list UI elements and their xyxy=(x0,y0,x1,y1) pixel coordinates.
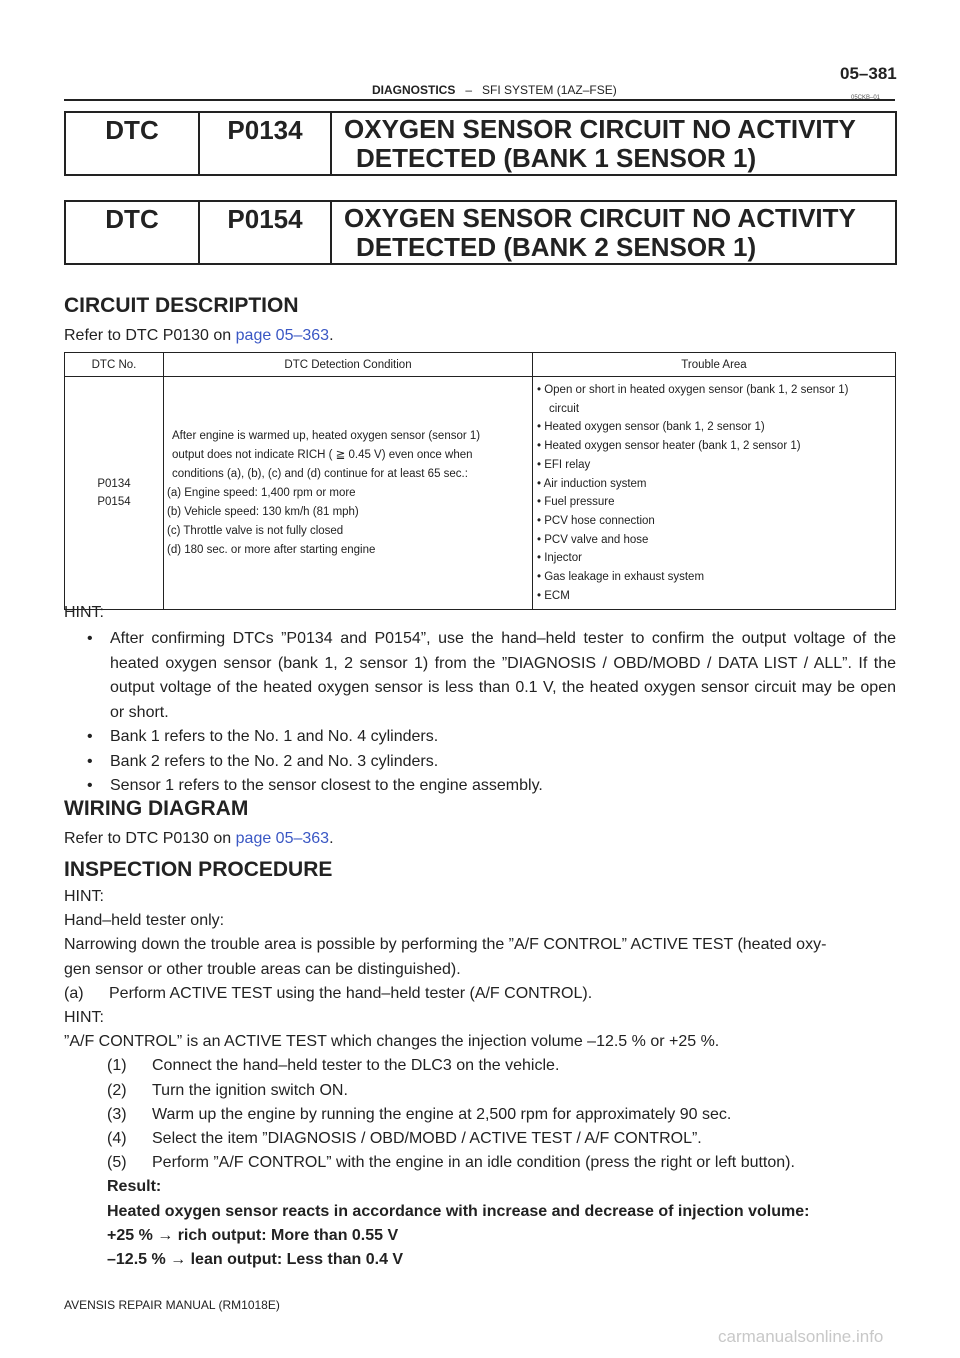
step-text: Perform ACTIVE TEST using the hand–held tester (A/F CONTROL). xyxy=(109,984,593,1002)
list-item xyxy=(64,750,896,775)
inspection-procedure-heading: INSPECTION PROCEDURE xyxy=(64,858,333,881)
step-number: (2) xyxy=(107,1081,127,1099)
header-subsection: SFI SYSTEM (1AZ–FSE) xyxy=(482,83,617,97)
table-header-row xyxy=(65,353,896,377)
hint-text: Bank 1 refers to the No. 1 and No. 4 cylinders. xyxy=(110,728,439,745)
dtc-no: P0154 xyxy=(97,496,131,509)
procedure-step xyxy=(64,1079,896,1103)
dtc-code: P0154 xyxy=(200,202,332,263)
bullet-icon: • xyxy=(87,777,93,794)
step-text: Perform ”A/F CONTROL” with the engine in an idle condition (press the right or left button). xyxy=(152,1154,795,1172)
circuit-description-ref xyxy=(64,327,334,345)
procedure-text: ”A/F CONTROL” is an ACTIVE TEST which changes the injection volume –12.5 % or +25 %. xyxy=(64,1033,720,1051)
procedure-step-a xyxy=(64,982,896,1006)
trouble-area-item: • Open or short in heated oxygen sensor (bank 1, 2 sensor 1) xyxy=(537,384,849,396)
step-text: Warm up the engine by running the engine at 2,500 rpm for approximately 90 sec. xyxy=(152,1105,732,1123)
ref-text: Refer to DTC P0130 on xyxy=(64,830,236,847)
page-number: 05–381 xyxy=(840,64,897,83)
procedure-text: Hand–held tester only: xyxy=(64,912,225,930)
trouble-area-item: • Heated oxygen sensor heater (bank 1, 2 sensor 1) xyxy=(537,440,801,453)
header-rule xyxy=(64,99,895,101)
step-label: (a) xyxy=(64,984,84,1002)
ref-period: . xyxy=(329,830,334,847)
result-label: Result: xyxy=(107,1178,162,1196)
dtc-title-box-p0134 xyxy=(64,111,897,176)
header-title xyxy=(372,83,617,97)
table-row xyxy=(65,377,896,610)
column-header-dtc-no: DTC No. xyxy=(65,353,164,377)
circuit-description-heading: CIRCUIT DESCRIPTION xyxy=(64,294,299,317)
trouble-area-cell xyxy=(533,377,896,610)
bullet-icon: • xyxy=(87,728,93,745)
column-header-trouble-area: Trouble Area xyxy=(533,353,896,377)
dtc-title-box-p0154 xyxy=(64,200,897,265)
condition-line: After engine is warmed up, heated oxygen sensor (sensor 1) xyxy=(172,429,481,442)
dtc-code: P0134 xyxy=(200,113,332,174)
footer-manual-title: AVENSIS REPAIR MANUAL (RM1018E) xyxy=(64,1298,280,1312)
trouble-area-item: • Fuel pressure xyxy=(537,496,615,509)
list-item xyxy=(64,774,896,799)
condition-line: (d) 180 sec. or more after starting engine xyxy=(167,543,376,556)
page-link[interactable]: page 05–363 xyxy=(235,830,330,847)
hint-list xyxy=(64,627,896,799)
dtc-table xyxy=(64,352,896,610)
dtc-title-line2: DETECTED (BANK 1 SENSOR 1) xyxy=(356,143,757,173)
hint-text: After confirming DTCs ”P0134 and P0154”, use the hand–held tester to confirm the output voltage of the heated oxygen sensor (bank 1, 2 sensor 1) from the ”DIAGNOSIS / OBD/MOBD / DATA LIST / ALL”. If the output voltage of the heated oxygen sensor is less than 0.1 V, the heated oxygen sensor circuit may be open or short. xyxy=(110,630,896,721)
dtc-title xyxy=(332,202,895,263)
step-number: (3) xyxy=(107,1105,127,1123)
step-number: (1) xyxy=(107,1057,127,1075)
result-text: Heated oxygen sensor reacts in accordance with increase and decrease of injection volume: xyxy=(107,1202,810,1220)
hint-text: Sensor 1 refers to the sensor closest to the engine assembly. xyxy=(110,777,543,794)
list-item xyxy=(64,627,896,725)
condition-line: (a) Engine speed: 1,400 rpm or more xyxy=(167,486,356,499)
hint-text: Bank 2 refers to the No. 2 and No. 3 cylinders. xyxy=(110,752,439,770)
procedure-text: Narrowing down the trouble area is possible by performing the ”A/F CONTROL” ACTIVE TEST (heated oxy- xyxy=(64,936,827,954)
step-number: (5) xyxy=(107,1154,127,1172)
document-id: 05CKB–01 xyxy=(851,95,881,101)
dtc-label: DTC xyxy=(66,113,200,174)
bullet-icon: • xyxy=(87,752,93,770)
step-text: Turn the ignition switch ON. xyxy=(152,1081,348,1099)
trouble-area-item: • Air induction system xyxy=(537,477,647,490)
bullet-icon: • xyxy=(87,630,93,647)
dtc-title xyxy=(332,113,895,174)
trouble-area-item: • Injector xyxy=(537,552,582,565)
list-item xyxy=(64,725,896,750)
ref-period: . xyxy=(329,327,334,344)
condition-line: (b) Vehicle speed: 130 km/h (81 mph) xyxy=(167,505,359,518)
trouble-area-item: • PCV valve and hose xyxy=(537,533,649,546)
hint-label: HINT: xyxy=(64,604,104,621)
ref-text: Refer to DTC P0130 on xyxy=(64,327,236,344)
hint-label: HINT: xyxy=(64,888,104,905)
procedure-step xyxy=(64,1127,896,1151)
dtc-title-line1: OXYGEN SENSOR CIRCUIT NO ACTIVITY xyxy=(344,114,856,144)
procedure-step xyxy=(64,1151,896,1175)
result-text: –12.5 % → lean output: Less than 0.4 V xyxy=(107,1251,404,1269)
header-section: DIAGNOSTICS xyxy=(372,83,456,97)
result-text: +25 % → rich output: More than 0.55 V xyxy=(107,1226,399,1244)
step-text: Select the item ”DIAGNOSIS / OBD/MOBD / ACTIVE TEST / A/F CONTROL”. xyxy=(152,1130,702,1148)
dtc-no: P0134 xyxy=(97,478,131,491)
condition-line: output does not indicate RICH ( ≧ 0.45 V) even once when xyxy=(172,448,473,461)
dtc-title-line2: DETECTED (BANK 2 SENSOR 1) xyxy=(356,232,757,262)
dtc-no-cell xyxy=(65,377,164,610)
wiring-diagram-heading: WIRING DIAGRAM xyxy=(64,797,249,820)
column-header-condition: DTC Detection Condition xyxy=(164,353,533,377)
condition-line: conditions (a), (b), (c) and (d) continue for at least 65 sec.: xyxy=(172,467,468,480)
watermark: carmanualsonline.info xyxy=(718,1327,884,1346)
page-link[interactable]: page 05–363 xyxy=(235,327,330,344)
hint-label: HINT: xyxy=(64,1009,104,1027)
header-separator: – xyxy=(465,83,473,97)
procedure-text: gen sensor or other trouble areas can be distinguished). xyxy=(64,960,461,978)
detection-condition-cell xyxy=(164,377,533,610)
trouble-area-item: • ECM xyxy=(537,589,570,602)
trouble-area-item: circuit xyxy=(549,402,580,415)
procedure-step xyxy=(64,1054,896,1078)
dtc-title-line1: OXYGEN SENSOR CIRCUIT NO ACTIVITY xyxy=(344,203,856,233)
trouble-area-item: • EFI relay xyxy=(537,458,591,471)
trouble-area-item: • PCV hose connection xyxy=(537,514,655,527)
trouble-area-item: • Gas leakage in exhaust system xyxy=(537,571,705,584)
dtc-label: DTC xyxy=(66,202,200,263)
inspection-procedure-body xyxy=(64,885,896,1272)
trouble-area-item: • Heated oxygen sensor (bank 1, 2 sensor 1) xyxy=(537,421,765,434)
condition-line: (c) Throttle valve is not fully closed xyxy=(167,524,344,537)
step-text: Connect the hand–held tester to the DLC3 on the vehicle. xyxy=(152,1057,560,1075)
step-number: (4) xyxy=(107,1130,127,1148)
procedure-step xyxy=(64,1103,896,1127)
wiring-diagram-ref xyxy=(64,830,334,848)
